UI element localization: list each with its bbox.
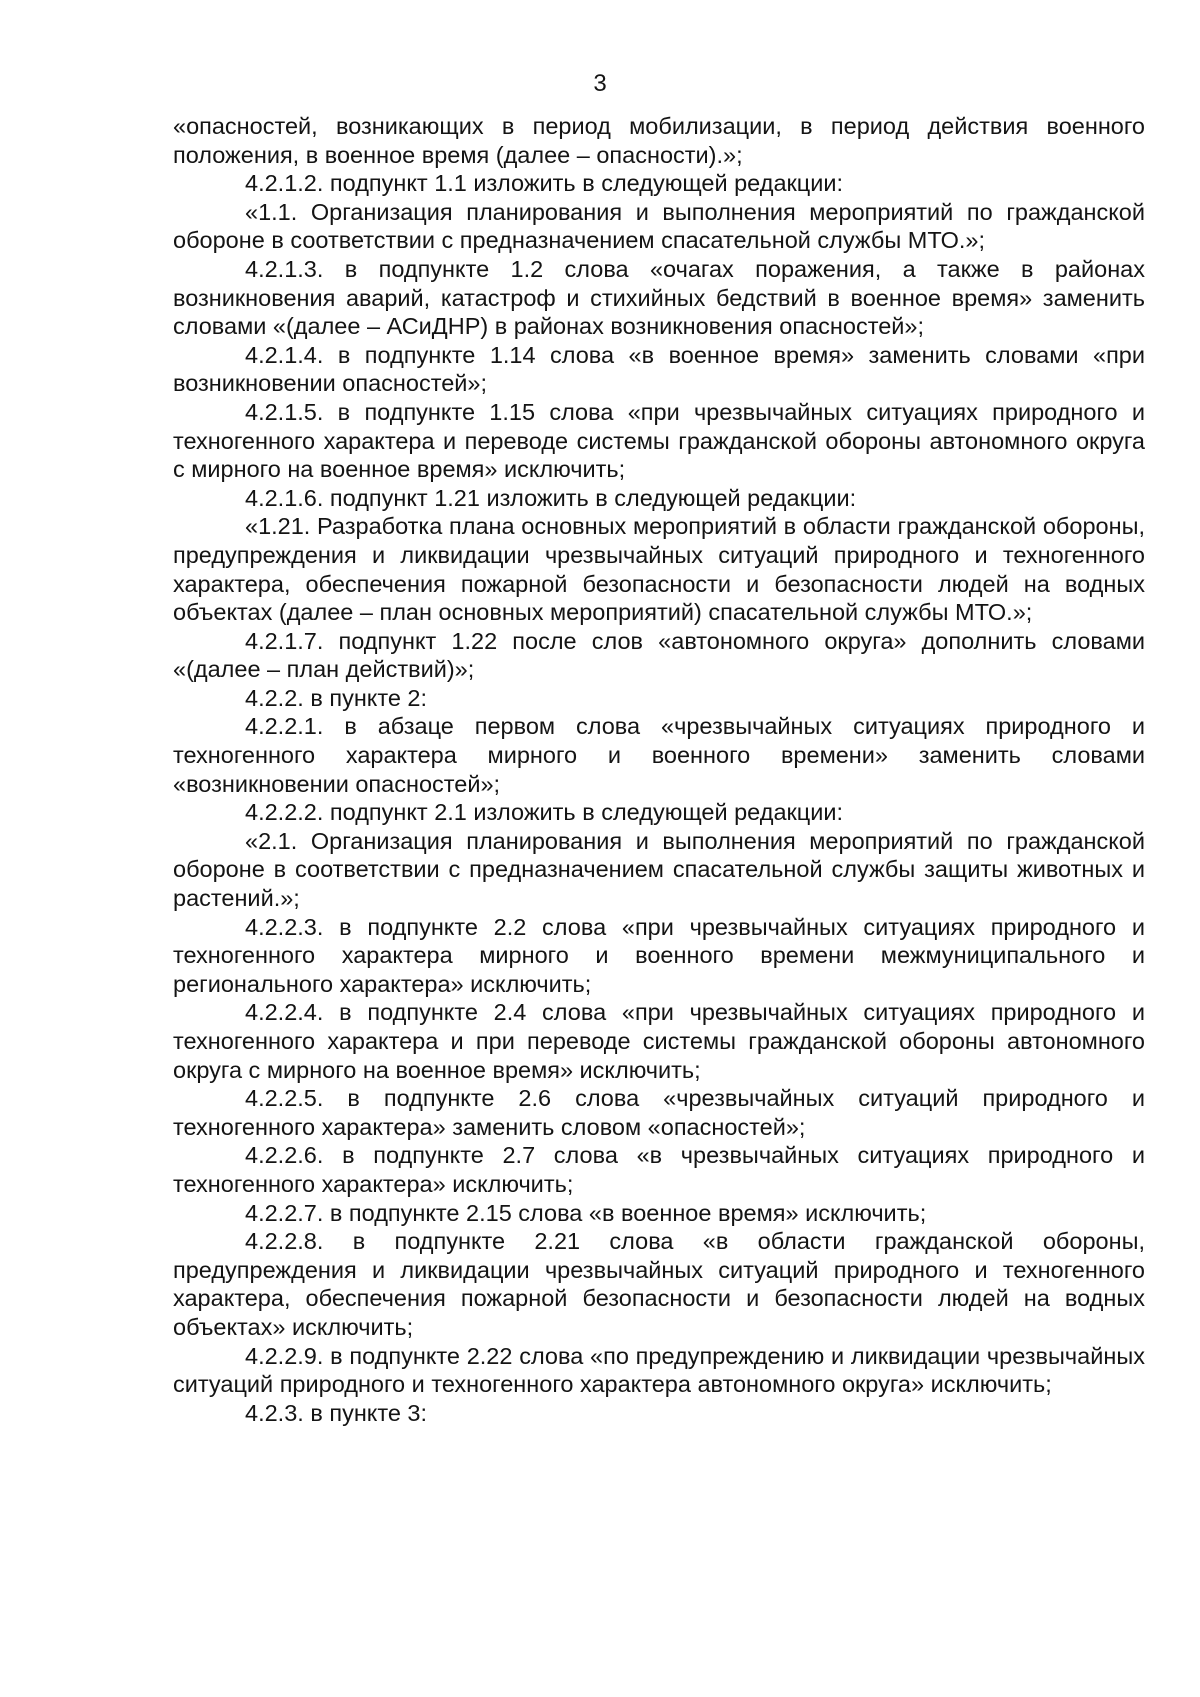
paragraph: 4.2.2.5. в подпункте 2.6 слова «чрезвычайных ситуаций природного и техногенного характера» заменить словом «опасностей»;: [173, 1085, 1145, 1140]
paragraph: 4.2.2.9. в подпункте 2.22 слова «по предупреждению и ликвидации чрезвычайных ситуаций природного и техногенного характера автономного округа» исключить;: [173, 1342, 1145, 1398]
paragraph: 4.2.2.7. в подпункте 2.15 слова «в военное время» исключить;: [245, 1199, 927, 1226]
paragraph: «опасностей, возникающих в период мобилизации, в период действия военного положения, в военное время (далее – опасности).»;: [173, 113, 1145, 168]
paragraph: 4.2.2.3. в подпункте 2.2 слова «при чрезвычайных ситуациях природного и техногенного характера мирного и военного времени межмуниципального и регионального характера» исключить;: [173, 913, 1145, 997]
paragraph: 4.2.2.6. в подпункте 2.7 слова «в чрезвычайных ситуациях природного и техногенного характера» исключить;: [173, 1142, 1145, 1197]
paragraph: 4.2.2.1. в абзаце первом слова «чрезвычайных ситуациях природного и техногенного характера мирного и военного времени» заменить словами «возникновении опасностей»;: [173, 713, 1145, 797]
paragraph: 4.2.2.2. подпункт 2.1 изложить в следующей редакции:: [245, 799, 844, 826]
paragraph: «2.1. Организация планирования и выполнения мероприятий по гражданской обороне в соответствии с предназначением спасательной службы защиты животных и растений.»;: [173, 827, 1145, 912]
paragraph: 4.2.2.4. в подпункте 2.4 слова «при чрезвычайных ситуациях природного и техногенного характера и при переводе системы гражданской обороны автономного округа с мирного на военное время» исключить;: [173, 999, 1145, 1083]
paragraph: 4.2.1.6. подпункт 1.21 изложить в следующей редакции:: [245, 484, 857, 511]
paragraph: 4.2.1.7. подпункт 1.22 после слов «автономного округа» дополнить словами «(далее – план действий)»;: [173, 627, 1145, 683]
paragraph: 4.2.1.3. в подпункте 1.2 слова «очагах поражения, а также в районах возникновения аварий, катастроф и стихийных бедствий в военное время» заменить словами «(далее – АСиДНР) в районах возникновения опасностей»;: [173, 255, 1145, 340]
paragraph: 4.2.3. в пункте 3:: [245, 1399, 428, 1426]
paragraph: 4.2.1.2. подпункт 1.1 изложить в следующей редакции:: [245, 170, 844, 197]
paragraph: «1.1. Организация планирования и выполнения мероприятий по гражданской обороне в соответствии с предназначением спасательной службы МТО.»;: [173, 198, 1145, 254]
document-body: [173, 112, 1145, 1427]
paragraph: «1.21. Разработка плана основных мероприятий в области гражданской обороны, предупреждения и ликвидации чрезвычайных ситуаций природного и техногенного характера, обеспечения пожарной безопасности и безопасности людей на водных объектах (далее – план основных мероприятий) спасательной службы МТО.»;: [173, 513, 1145, 626]
paragraph: 4.2.2. в пункте 2:: [245, 684, 428, 711]
page-number: 3: [593, 70, 607, 97]
paragraph: 4.2.1.4. в подпункте 1.14 слова «в военное время» заменить словами «при возникновении опасностей»;: [173, 341, 1145, 397]
paragraph: 4.2.2.8. в подпункте 2.21 слова «в области гражданской обороны, предупреждения и ликвидации чрезвычайных ситуаций природного и техногенного характера, обеспечения пожарной безопасности и безопасности людей на водных объектах» исключить;: [173, 1228, 1145, 1340]
paragraph: 4.2.1.5. в подпункте 1.15 слова «при чрезвычайных ситуациях природного и техногенного характера и переводе системы гражданской обороны автономного округа с мирного на военное время» исключить;: [173, 398, 1145, 483]
